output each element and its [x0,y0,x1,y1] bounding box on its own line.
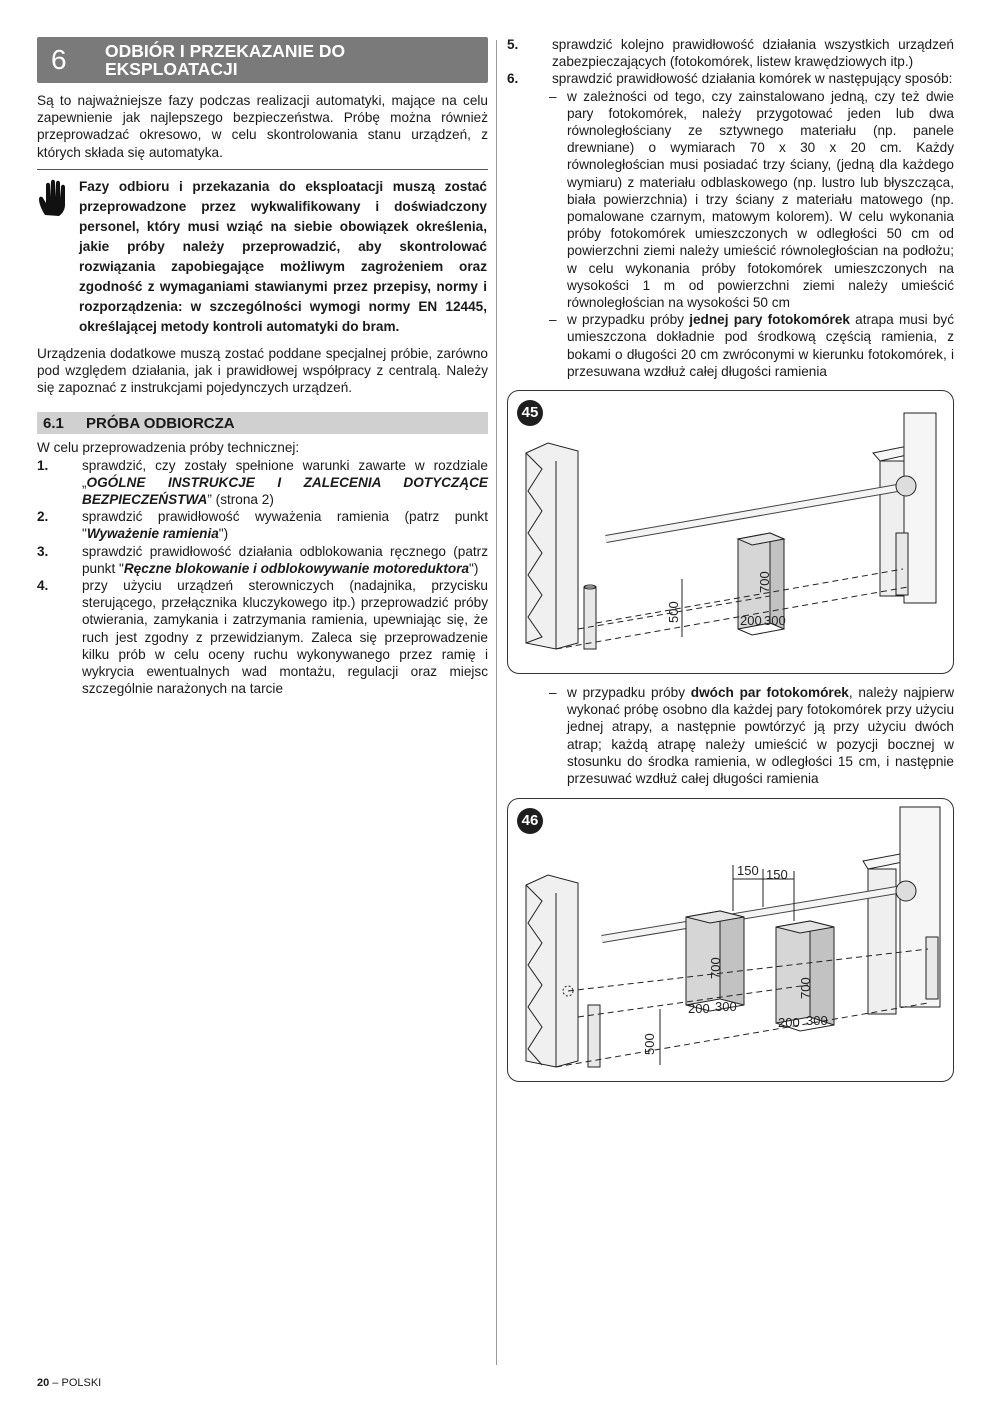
dimension-500: 500 [642,1033,657,1056]
figure-46-drawing [508,799,953,1081]
section-header [37,412,488,434]
list-item: 2. sprawdzić prawidłowość wyważenia ramienia (patrz punkt "Wyważenie ramienia") [37,509,488,542]
list-item: 5. sprawdzić kolejno prawidłowość działania wszystkich urządzeń zabezpieczających (fotokomórek, listew krawędziowych itp.) [507,37,954,70]
hand-stop-icon [37,177,79,337]
box-height-700: 700 [757,571,772,594]
left-column [37,37,488,697]
list-item: – w przypadku próby dwóch par fotokomórek, należy najpierw wykonać próbę osobno dla każdej pary fotokomórek przy użyciu jednej atrapy, a następnie powtórzyć ją przy użyciu dwóch atrap; każdą atrapę należy umieścić w pozycji bocznej w stosunku do środka ramienia, w odległości 15 cm, i następnie przesuwać wzdłuż całej długości ramienia [549,685,955,787]
footer-language: POLSKI [61,1377,102,1389]
chapter-header [37,37,488,83]
figure-badge: 46 [517,808,543,834]
box2-depth-300: 300 [806,1013,828,1029]
list-item: 4. przy użyciu urządzeń sterowniczych (nadajnika, przycisku sterującego, przełącznika kluczykowego itp.) przeprowadzić próby otwierania, zamykania i zatrzymania ramienia, upewniając się, że ruch jest zgodny z przewidzianym. Zaleca się przeprowadzenie kilku prób w celu oceny ruchu wykonywanego przez ramię i wykrycia ewentualnych wad montażu, regulacji oraz miejsc szczególnie narażonych na tarcie [37,578,488,697]
figure-45-drawing [508,391,953,673]
chapter-number: 6 [51,44,67,75]
dimension-500: 500 [666,601,681,624]
list-item: – w zależności od tego, czy zainstalowano jedną, czy też dwie pary fotokomórek, należy przygotować jeden lub dwa równoległościany ze sztywnego materiału (np. panele drewniane) o wymiarach 70 x 30 x 20 cm. Każdy równoległościan musi posiadać trzy ściany, (jedną dla każdego wymiaru) z materiału odblaskowego (np. lustro lub błyszcząca, biała powierzchnia) i trzy ściany z materiału matowego (np. pomalowane czarnym, matowym kolorem). W celu wykonania próby fotokomórek umieszczonych w odległości 50 cm od powierzchni ziemi należy umieścić równoległościan na podłożu; w celu wykonania próby fotokomórek umieszczonych na wysokości 1 m od powierzchni ziemi należy umieścić równoległościan na wysokości 50 cm [549,88,954,311]
steps-list-left [37,457,488,698]
page-footer: 20 – POLSKI [37,1377,102,1389]
offset-150-b: 150 [766,867,788,883]
figure-badge: 45 [517,400,543,426]
page-number: 20 [37,1377,50,1389]
dash-list-1 [507,88,954,380]
section-title: PRÓBA ODBIORCZA [86,415,235,433]
figure-45 [507,390,954,674]
box-width-200: 200 [740,613,762,629]
accessories-paragraph: Urządzenia dodatkowe muszą zostać poddane specjalnej próbie, zarówno pod względem działania, jak i prawidłowej współpracy z centralą. Należy się zapoznać z instrukcjami pojedynczych urządzeń. [37,345,488,396]
steps-list-right [507,36,954,88]
warning-block [37,169,488,337]
box1-height-700: 700 [708,957,723,980]
list-item: – w przypadku próby jednej pary fotokomórek atrapa musi być umieszczona dokładnie pod środkową częścią ramienia, z bokami o długości 20 cm zwróconymi w kierunku fotokomórek, i przesuwana wzdłuż całej długości ramienia [549,312,955,379]
section-number: 6.1 [43,415,64,433]
box2-width-200: 200 [778,1015,800,1031]
section-intro: W celu przeprowadzenia próby technicznej: [37,440,300,456]
figure-46 [507,798,954,1082]
list-item: 6. sprawdzić prawidłowość działania komórek w następujący sposób: [507,71,953,87]
column-divider [496,40,497,1365]
box1-depth-300: 300 [715,999,737,1015]
chapter-title: ODBIÓR I PRZEKAZANIE DO EKSPLOATACJI [105,41,346,79]
box1-width-200: 200 [688,1001,710,1017]
right-column [507,36,954,1082]
warning-text: Fazy odbioru i przekazania do eksploatacji muszą zostać przeprowadzone przez wykwalifikowany i doświadczony personel, który musi wziąć na siebie obowiązek określenia, jakie próby należy przeprowadzić, aby skontrolować rozwiązania zapobiegające możliwym zagrożeniem oraz zgodność z wymaganiami stawianymi przez przepisy, normy i rozporządzenia: w szczególności wymogi normy EN 12445, określającej metody kontroli automatyki do bram. [79,178,487,334]
box-depth-300: 300 [764,613,786,629]
offset-150-a: 150 [737,863,759,879]
intro-paragraph: Są to najważniejsze fazy podczas realizacji automatyki, mające na celu zapewnienie jak najlepszego bezpieczeństwa. Próbę można również przeprowadzać okresowo, w celu skontrolowania stanu urządzeń, z których składa się automatyka. [37,93,488,160]
list-item: 3. sprawdzić prawidłowość działania odblokowania ręcznego (patrz punkt "Ręczne blokowanie i odblokowywanie motoreduktora") [37,543,488,576]
dash-list-2 [507,684,954,787]
box2-height-700: 700 [798,977,813,1000]
list-item: 1. sprawdzić, czy zostały spełnione warunki zawarte w rozdziale „OGÓLNE INSTRUKCJE I ZALECENIA DOTYCZĄCE BEZPIECZEŃSTWA” (strona 2) [37,457,488,508]
